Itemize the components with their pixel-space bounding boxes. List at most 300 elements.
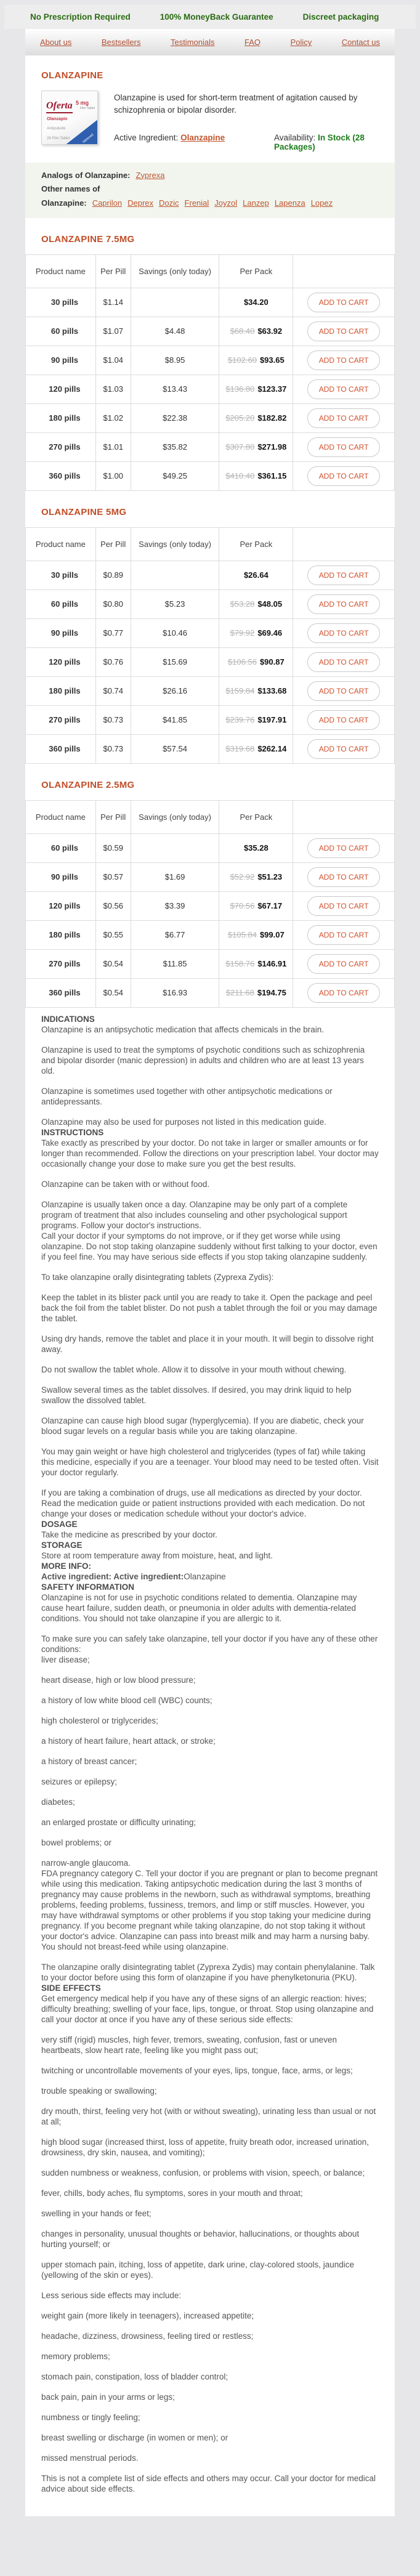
price-row (26, 346, 395, 375)
per-pill-cell: $1.14 (95, 288, 131, 317)
actions-cell (293, 461, 395, 490)
actions-cell (293, 317, 395, 346)
per-pack-cell (219, 288, 293, 317)
nav-link-bestsellers[interactable]: Bestsellers (101, 38, 141, 47)
per-pill-cell: $0.54 (95, 978, 131, 1007)
price-table-section-olanzapine-7-5mg (25, 234, 395, 491)
old-price: $307.80 (225, 442, 255, 452)
analogs-row (41, 169, 379, 183)
current-price: $123.37 (257, 384, 287, 394)
info-paragraph: dry mouth, thirst, feeling very hot (with or without sweating), urinating less than usual or not at all; (41, 2106, 376, 2126)
savings-cell: $5.23 (131, 589, 219, 618)
info-paragraph: Using dry hands, remove the tablet and place it in your mouth. It will begin to dissolve right away. (41, 1334, 374, 1354)
pills-count-cell: 120 pills (26, 375, 96, 403)
savings-cell (131, 288, 219, 317)
pills-count-cell: 270 pills (26, 432, 96, 461)
price-row (26, 317, 395, 346)
other-name-link-lapenza[interactable]: Lapenza (274, 198, 305, 208)
other-names-label: Other names of Olanzapine: (41, 184, 100, 208)
product-box-count: 28 Film Tablet (47, 137, 70, 140)
actions-cell (293, 561, 395, 589)
info-paragraph: Swallow several times as the tablet dissolves. If desired, you may drink liquid to help swallow the dissolved tablet. (41, 1385, 352, 1405)
info-paragraph: missed menstrual periods. (41, 2453, 139, 2463)
availability-pair (274, 133, 379, 152)
product-box-image (41, 91, 98, 145)
pills-count-cell: 360 pills (26, 978, 96, 1007)
current-price: $182.82 (257, 413, 287, 423)
add-to-cart-button[interactable]: ADD TO CART (307, 896, 380, 916)
per-pack-cell (219, 561, 293, 589)
page-title: OLANZAPINE (41, 70, 103, 81)
savings-cell: $8.95 (131, 346, 219, 375)
info-paragraph: Olanzapine is not for use in psychotic conditions related to dementia. Olanzapine may cause heart failure, sudden death, or pneumonia in older adults with dementia-related conditions. You should not take olanzapine if you are allergic to it. (41, 1592, 357, 1623)
old-price: $106.56 (227, 657, 257, 667)
drug-information (25, 1008, 395, 2516)
per-pill-cell: $0.59 (95, 833, 131, 862)
actions-cell (293, 920, 395, 949)
analog-link-zyprexa[interactable]: Zyprexa (135, 170, 165, 180)
dosage-heading: OLANZAPINE 2.5MG (41, 779, 135, 790)
nav-link-about-us[interactable]: About us (40, 38, 72, 47)
availability-value: In Stock (28 Packages) (274, 132, 365, 152)
old-price: $105.84 (227, 930, 257, 940)
add-to-cart-button[interactable]: ADD TO CART (307, 437, 380, 457)
current-price: $51.23 (257, 872, 283, 882)
savings-cell: $4.48 (131, 317, 219, 346)
price-row (26, 432, 395, 461)
active-ingredient-link[interactable]: Olanzapine (180, 132, 225, 142)
savings-cell (131, 561, 219, 589)
pills-count-cell: 60 pills (26, 317, 96, 346)
info-paragraph: Olanzapine is usually taken once a day. Olanzapine may be only part of a complete program of treatment that also includes counseling and other psychological support programs. Follow your doctor's instructions. (41, 1199, 348, 1230)
info-paragraph: trouble speaking or swallowing; (41, 2086, 157, 2096)
actions-cell (293, 346, 395, 375)
actions-cell (293, 403, 395, 432)
info-paragraph: high cholesterol or triglycerides; (41, 1715, 158, 1725)
price-table-section-olanzapine-2-5mg (25, 780, 395, 1008)
info-paragraph: Call your doctor if your symptoms do not improve, or if they get worse while using olanzapine. Do not stop taking olanzapine suddenly without first talking to your doctor, even if you feel fine. You may have serious side effects if you stop taking olanzapine suddenly. (41, 1231, 378, 1262)
content-area (25, 55, 395, 2516)
per-pill-cell: $0.73 (95, 705, 131, 734)
per-pill-cell: $0.74 (95, 676, 131, 705)
old-price: $410.40 (225, 471, 255, 481)
old-price: $159.84 (225, 686, 255, 696)
add-to-cart-button[interactable]: ADD TO CART (307, 739, 380, 759)
savings-cell: $15.69 (131, 647, 219, 676)
per-pill-cell: $1.04 (95, 346, 131, 375)
info-paragraph: You may gain weight or have high cholesterol and triglycerides (types of fat) while taking this medicine, especially if you are a teenager. Your blood may need to be tested often. Visit your doctor regularly. (41, 1446, 379, 1477)
price-row (26, 734, 395, 763)
per-pill-cell: $0.54 (95, 949, 131, 978)
info-paragraph: seizures or epilepsy; (41, 1776, 118, 1786)
current-price: $361.15 (257, 471, 287, 481)
pills-count-cell: 60 pills (26, 589, 96, 618)
add-to-cart-button[interactable]: ADD TO CART (307, 652, 380, 672)
actions-cell (293, 734, 395, 763)
add-to-cart-button[interactable]: ADD TO CART (307, 681, 380, 701)
dosage-heading: OLANZAPINE 7.5MG (41, 233, 135, 245)
info-paragraph: Less serious side effects may include: (41, 2290, 182, 2300)
column-header-savings-only-today: Savings (only today) (131, 254, 219, 288)
current-price: $90.87 (259, 657, 285, 667)
add-to-cart-button[interactable]: ADD TO CART (307, 623, 380, 643)
pills-count-cell: 30 pills (26, 288, 96, 317)
info-paragraph: Store at room temperature away from moisture, heat, and light. (41, 1550, 273, 1560)
per-pill-cell: $1.02 (95, 403, 131, 432)
pills-count-cell: 180 pills (26, 920, 96, 949)
savings-cell: $26.16 (131, 676, 219, 705)
per-pack-cell (219, 891, 293, 920)
per-pack-cell (219, 317, 293, 346)
per-pack-cell (219, 346, 293, 375)
pills-count-cell: 120 pills (26, 891, 96, 920)
info-paragraph: Olanzapine can cause high blood sugar (hyperglycemia). If you are diabetic, check your blood sugar levels on a regular basis while you are taking olanzapine. (41, 1416, 364, 1436)
price-row (26, 862, 395, 891)
info-paragraph: high blood sugar (increased thirst, loss of appetite, fruity breath odor, increased urination, drowsiness, dry skin, nausea, and vomiting); (41, 2137, 370, 2157)
current-price: $271.98 (257, 442, 287, 452)
per-pack-cell (219, 403, 293, 432)
other-name-link-frenial[interactable]: Frenial (184, 198, 209, 208)
current-price: $262.14 (257, 744, 287, 754)
add-to-cart-button[interactable]: ADD TO CART (307, 710, 380, 730)
per-pill-cell: $1.03 (95, 375, 131, 403)
info-paragraph: breast swelling or discharge (in women or men); or (41, 2432, 228, 2442)
column-header-per-pack: Per Pack (219, 800, 293, 833)
actions-cell (293, 891, 395, 920)
benefit-100-moneyback-guarantee: 100% MoneyBack Guarantee (160, 12, 273, 22)
price-row (26, 375, 395, 403)
info-paragraph: Olanzapine can be taken with or without food. (41, 1179, 210, 1189)
savings-cell: $41.85 (131, 705, 219, 734)
old-price: $158.76 (225, 959, 255, 969)
info-paragraph: twitching or uncontrollable movements of your eyes, lips, tongue, face, arms, or legs; (41, 2065, 353, 2075)
other-name-link-lopez[interactable]: Lopez (310, 198, 333, 208)
table-header-row (26, 527, 395, 561)
current-price: $133.68 (257, 686, 287, 696)
info-heading-instructions: INSTRUCTIONS (41, 1127, 104, 1137)
old-price: $319.68 (225, 744, 255, 754)
info-heading-safety-information: SAFETY INFORMATION (41, 1582, 134, 1592)
add-to-cart-button[interactable]: ADD TO CART (307, 983, 380, 1003)
product-box-maker: sanovel (82, 133, 95, 144)
product-meta (114, 133, 379, 152)
add-to-cart-button[interactable]: ADD TO CART (307, 867, 380, 887)
info-paragraph: narrow-angle glaucoma. (41, 1858, 131, 1868)
price-row (26, 561, 395, 589)
savings-cell (131, 833, 219, 862)
pills-count-cell: 360 pills (26, 461, 96, 490)
other-name-link-lanzep[interactable]: Lanzep (243, 198, 269, 208)
per-pill-cell: $0.76 (95, 647, 131, 676)
column-header-per-pill: Per Pill (95, 254, 131, 288)
info-paragraph: numbness or tingly feeling; (41, 2412, 140, 2422)
current-price: $93.65 (259, 355, 285, 365)
column-header-per-pack: Per Pack (219, 527, 293, 561)
add-to-cart-button[interactable]: ADD TO CART (307, 925, 380, 945)
main-nav (25, 29, 395, 55)
per-pack-cell (219, 949, 293, 978)
info-paragraph: Get emergency medical help if you have any of these signs of an allergic reaction: hives; difficulty breathing; swelling of your face, lips, tongue, or throat. Stop using olanzapine and call your doctor at once if you have any of these serious side effects: (41, 1993, 374, 2024)
pills-count-cell: 270 pills (26, 705, 96, 734)
info-paragraph: To make sure you can safely take olanzapine, tell your doctor if you have any of these other conditions: (41, 1634, 378, 1654)
per-pack-cell (219, 705, 293, 734)
column-header-actions (293, 254, 395, 288)
per-pill-cell: $1.07 (95, 317, 131, 346)
price-table-section-olanzapine-5mg (25, 507, 395, 764)
price-table (25, 254, 395, 491)
actions-cell (293, 949, 395, 978)
product-box-dose: 5 mg (75, 100, 89, 106)
current-price: $197.91 (257, 715, 287, 725)
info-paragraph: changes in personality, unusual thoughts or behavior, hallucinations, or thoughts about hurting yourself; or (41, 2229, 360, 2249)
info-paragraph: weight gain (more likely in teenagers), increased appetite; (41, 2311, 254, 2320)
product-box-form: Film Tablet (79, 107, 95, 110)
old-price: $70.56 (230, 901, 255, 911)
pills-count-cell: 120 pills (26, 647, 96, 676)
price-tables (25, 234, 395, 1008)
actions-cell (293, 618, 395, 647)
add-to-cart-button[interactable]: ADD TO CART (307, 838, 380, 858)
info-paragraph: Keep the tablet in its blister pack until you are ready to take it. Open the package and peel back the foil from the tablet blister. Do not push a tablet through the foil or you may damage the tablet. (41, 1292, 378, 1323)
price-row (26, 288, 395, 317)
per-pill-cell: $0.55 (95, 920, 131, 949)
per-pack-cell (219, 862, 293, 891)
old-price: $205.20 (225, 413, 255, 423)
benefits-bar (4, 5, 416, 29)
old-price: $68.40 (230, 326, 255, 336)
info-heading-side-effects: SIDE EFFECTS (41, 1983, 101, 1993)
info-paragraph: memory problems; (41, 2351, 110, 2361)
actions-cell (293, 375, 395, 403)
actions-cell (293, 432, 395, 461)
column-header-product-name: Product name (26, 254, 96, 288)
product-box-ribbon (61, 118, 98, 145)
old-price: $211.68 (225, 988, 254, 998)
current-price: $34.20 (243, 298, 269, 307)
info-paragraph: diabetes; (41, 1797, 75, 1807)
column-header-savings-only-today: Savings (only today) (131, 800, 219, 833)
pills-count-cell: 180 pills (26, 676, 96, 705)
add-to-cart-button[interactable]: ADD TO CART (307, 379, 380, 399)
info-paragraph: liver disease; (41, 1655, 90, 1664)
actions-cell (293, 978, 395, 1007)
price-row (26, 978, 395, 1007)
active-ingredient-pair (114, 133, 274, 152)
info-paragraph: headache, dizziness, drowsiness, feeling tired or restless; (41, 2331, 254, 2341)
pills-count-cell: 90 pills (26, 862, 96, 891)
info-paragraph: bowel problems; or (41, 1837, 112, 1847)
add-to-cart-button[interactable]: ADD TO CART (307, 954, 380, 974)
info-paragraph: an enlarged prostate or difficulty urinating; (41, 1817, 196, 1827)
pills-count-cell: 90 pills (26, 618, 96, 647)
old-price: $102.60 (227, 355, 257, 365)
price-row (26, 618, 395, 647)
column-header-actions (293, 800, 395, 833)
info-paragraph: Take the medicine as prescribed by your doctor. (41, 1529, 217, 1539)
info-paragraph: a history of low white blood cell (WBC) counts; (41, 1695, 212, 1705)
table-header-row (26, 254, 395, 288)
info-paragraph: If you are taking a combination of drugs, use all medications as directed by your doctor. Read the medication guide or patient instructions provided with each medication. Do not change your doses or medication schedule without your doctor's advice. (41, 1488, 365, 1518)
per-pack-cell (219, 375, 293, 403)
add-to-cart-button[interactable]: ADD TO CART (307, 466, 380, 486)
column-header-product-name: Product name (26, 800, 96, 833)
current-price: $67.17 (257, 901, 283, 911)
per-pack-cell (219, 920, 293, 949)
nav-link-faq[interactable]: FAQ (244, 38, 261, 47)
per-pack-cell (219, 978, 293, 1007)
savings-cell: $16.93 (131, 978, 219, 1007)
info-paragraph: swelling in your hands or feet; (41, 2208, 151, 2218)
info-paragraph: very stiff (rigid) muscles, high fever, tremors, sweating, confusion, fast or uneven heartbeats, slow heart rate, feeling like you might pass out; (41, 2035, 337, 2055)
info-paragraph: a history of breast cancer; (41, 1756, 137, 1766)
savings-cell: $1.69 (131, 862, 219, 891)
savings-cell: $35.82 (131, 432, 219, 461)
add-to-cart-button[interactable]: ADD TO CART (307, 322, 380, 341)
per-pill-cell: $1.01 (95, 432, 131, 461)
info-paragraph: stomach pain, constipation, loss of bladder control; (41, 2371, 228, 2381)
nav-link-testimonials[interactable]: Testimonials (170, 38, 215, 47)
info-heading-storage: STORAGE (41, 1540, 83, 1550)
add-to-cart-button[interactable]: ADD TO CART (307, 408, 380, 428)
active-ingredient-label: Active Ingredient: (114, 132, 179, 142)
pharmacy-product-page (0, 5, 420, 2520)
current-price: $194.75 (257, 988, 286, 998)
per-pack-cell (219, 734, 293, 763)
info-paragraph: Take exactly as prescribed by your doctor. Do not take in larger or smaller amounts or for longer than recommended. Follow the directions on your prescription label. Your doctor may occasionally change your dose to make sure you get the best results. (41, 1138, 379, 1169)
info-paragraph: Active ingredient: Active ingredient:Olanzapine (41, 1571, 226, 1581)
per-pill-cell: $0.89 (95, 561, 131, 589)
info-heading-more-info: MORE INFO: (41, 1561, 91, 1571)
other-name-link-joyzol[interactable]: Joyzol (214, 198, 238, 208)
old-price: $239.76 (225, 715, 255, 725)
nav-link-contact-us[interactable]: Contact us (341, 38, 380, 47)
per-pill-cell: $1.00 (95, 461, 131, 490)
price-table (25, 800, 395, 1008)
old-price: $79.92 (230, 628, 255, 638)
product-info (114, 91, 379, 152)
savings-cell: $10.46 (131, 618, 219, 647)
per-pack-cell (219, 589, 293, 618)
info-paragraph: Olanzapine is an antipsychotic medication that affects chemicals in the brain. (41, 1024, 324, 1034)
price-row (26, 461, 395, 490)
info-paragraph: fever, chills, body aches, flu symptoms, sores in your mouth and throat; (41, 2188, 303, 2198)
product-box-subtext: Antipsikotik (47, 127, 66, 131)
info-paragraph: a history of heart failure, heart attack, or stroke; (41, 1736, 216, 1746)
old-price: $136.80 (225, 384, 255, 394)
add-to-cart-button[interactable]: ADD TO CART (307, 565, 380, 585)
analogs-box (25, 163, 395, 218)
savings-cell: $49.25 (131, 461, 219, 490)
per-pack-cell (219, 432, 293, 461)
price-row (26, 589, 395, 618)
other-name-link-caprilon[interactable]: Caprilon (92, 198, 123, 208)
pills-count-cell: 60 pills (26, 833, 96, 862)
info-paragraph: Olanzapine may also be used for purposes not listed in this medication guide. (41, 1117, 327, 1127)
savings-cell: $3.39 (131, 891, 219, 920)
actions-cell (293, 288, 395, 317)
info-heading-dosage: DOSAGE (41, 1519, 78, 1529)
per-pack-cell (219, 833, 293, 862)
benefit-no-prescription-required: No Prescription Required (30, 12, 131, 22)
info-paragraph: To take olanzapine orally disintegrating tablets (Zyprexa Zydis): (41, 1272, 274, 1282)
add-to-cart-button[interactable]: ADD TO CART (307, 350, 380, 370)
per-pack-cell (219, 676, 293, 705)
info-heading-indications: INDICATIONS (41, 1014, 95, 1024)
current-price: $99.07 (259, 930, 285, 940)
pills-count-cell: 90 pills (26, 346, 96, 375)
savings-cell: $57.54 (131, 734, 219, 763)
pills-count-cell: 30 pills (26, 561, 96, 589)
info-paragraph: back pain, pain in your arms or legs; (41, 2392, 175, 2402)
current-price: $146.91 (257, 959, 287, 969)
column-header-per-pill: Per Pill (95, 800, 131, 833)
info-paragraph: Do not swallow the tablet whole. Allow it to dissolve in your mouth without chewing. (41, 1364, 347, 1374)
table-header-row (26, 800, 395, 833)
dosage-heading: OLANZAPINE 5MG (41, 506, 127, 517)
actions-cell (293, 647, 395, 676)
nav-link-policy[interactable]: Policy (290, 38, 312, 47)
other-name-link-deprex[interactable]: Deprex (127, 198, 154, 208)
savings-cell: $22.38 (131, 403, 219, 432)
product-description: Olanzapine is used for short-term treatment of agitation caused by schizophrenia or bipolar disorder. (114, 93, 358, 115)
info-paragraph: sudden numbness or weakness, confusion, or problems with vision, speech, or balance; (41, 2168, 365, 2177)
per-pack-cell (219, 461, 293, 490)
current-price: $26.64 (243, 570, 269, 580)
price-row (26, 920, 395, 949)
add-to-cart-button[interactable]: ADD TO CART (307, 594, 380, 614)
info-paragraph: Olanzapine is sometimes used together with other antipsychotic medications or antidepressants. (41, 1086, 333, 1106)
info-paragraph: Olanzapine is used to treat the symptoms of psychotic conditions such as schizophrenia and bipolar disorder (manic depression) in adults and children who are at least 13 years old. (41, 1045, 365, 1075)
pills-count-cell: 270 pills (26, 949, 96, 978)
old-price: $52.92 (230, 872, 255, 882)
pills-count-cell: 180 pills (26, 403, 96, 432)
actions-cell (293, 862, 395, 891)
info-paragraph: upper stomach pain, itching, loss of appetite, dark urine, clay-colored stools, jaundice (yellowing of the skin or eyes). (41, 2259, 355, 2280)
savings-cell: $13.43 (131, 375, 219, 403)
column-header-actions (293, 527, 395, 561)
price-table (25, 527, 395, 764)
actions-cell (293, 833, 395, 862)
actions-cell (293, 676, 395, 705)
per-pill-cell: $0.77 (95, 618, 131, 647)
actions-cell (293, 589, 395, 618)
per-pill-cell: $0.57 (95, 862, 131, 891)
other-name-link-dozic[interactable]: Dozic (159, 198, 179, 208)
benefit-discreet-packaging: Discreet packaging (302, 12, 379, 22)
savings-cell: $11.85 (131, 949, 219, 978)
other-names-row (41, 182, 379, 211)
info-paragraph: heart disease, high or low blood pressure; (41, 1675, 196, 1685)
column-header-per-pack: Per Pack (219, 254, 293, 288)
pills-count-cell: 360 pills (26, 734, 96, 763)
product-box-brand: Oferta (46, 101, 73, 113)
info-bold-label: Active ingredient: Active ingredient: (41, 1571, 184, 1581)
info-paragraph: This is not a complete list of side effects and others may occur. Call your doctor for medical advice about side effects. (41, 2473, 376, 2493)
product-overview (25, 91, 395, 152)
add-to-cart-button[interactable]: ADD TO CART (307, 293, 380, 312)
current-price: $63.92 (257, 326, 283, 336)
current-price: $35.28 (243, 843, 269, 853)
savings-cell: $6.77 (131, 920, 219, 949)
analogs-label: Analogs of Olanzapine: (41, 170, 131, 180)
per-pack-cell (219, 618, 293, 647)
column-header-product-name: Product name (26, 527, 96, 561)
per-pill-cell: $0.73 (95, 734, 131, 763)
current-price: $69.46 (257, 628, 283, 638)
per-pill-cell: $0.80 (95, 589, 131, 618)
price-row (26, 833, 395, 862)
price-row (26, 676, 395, 705)
